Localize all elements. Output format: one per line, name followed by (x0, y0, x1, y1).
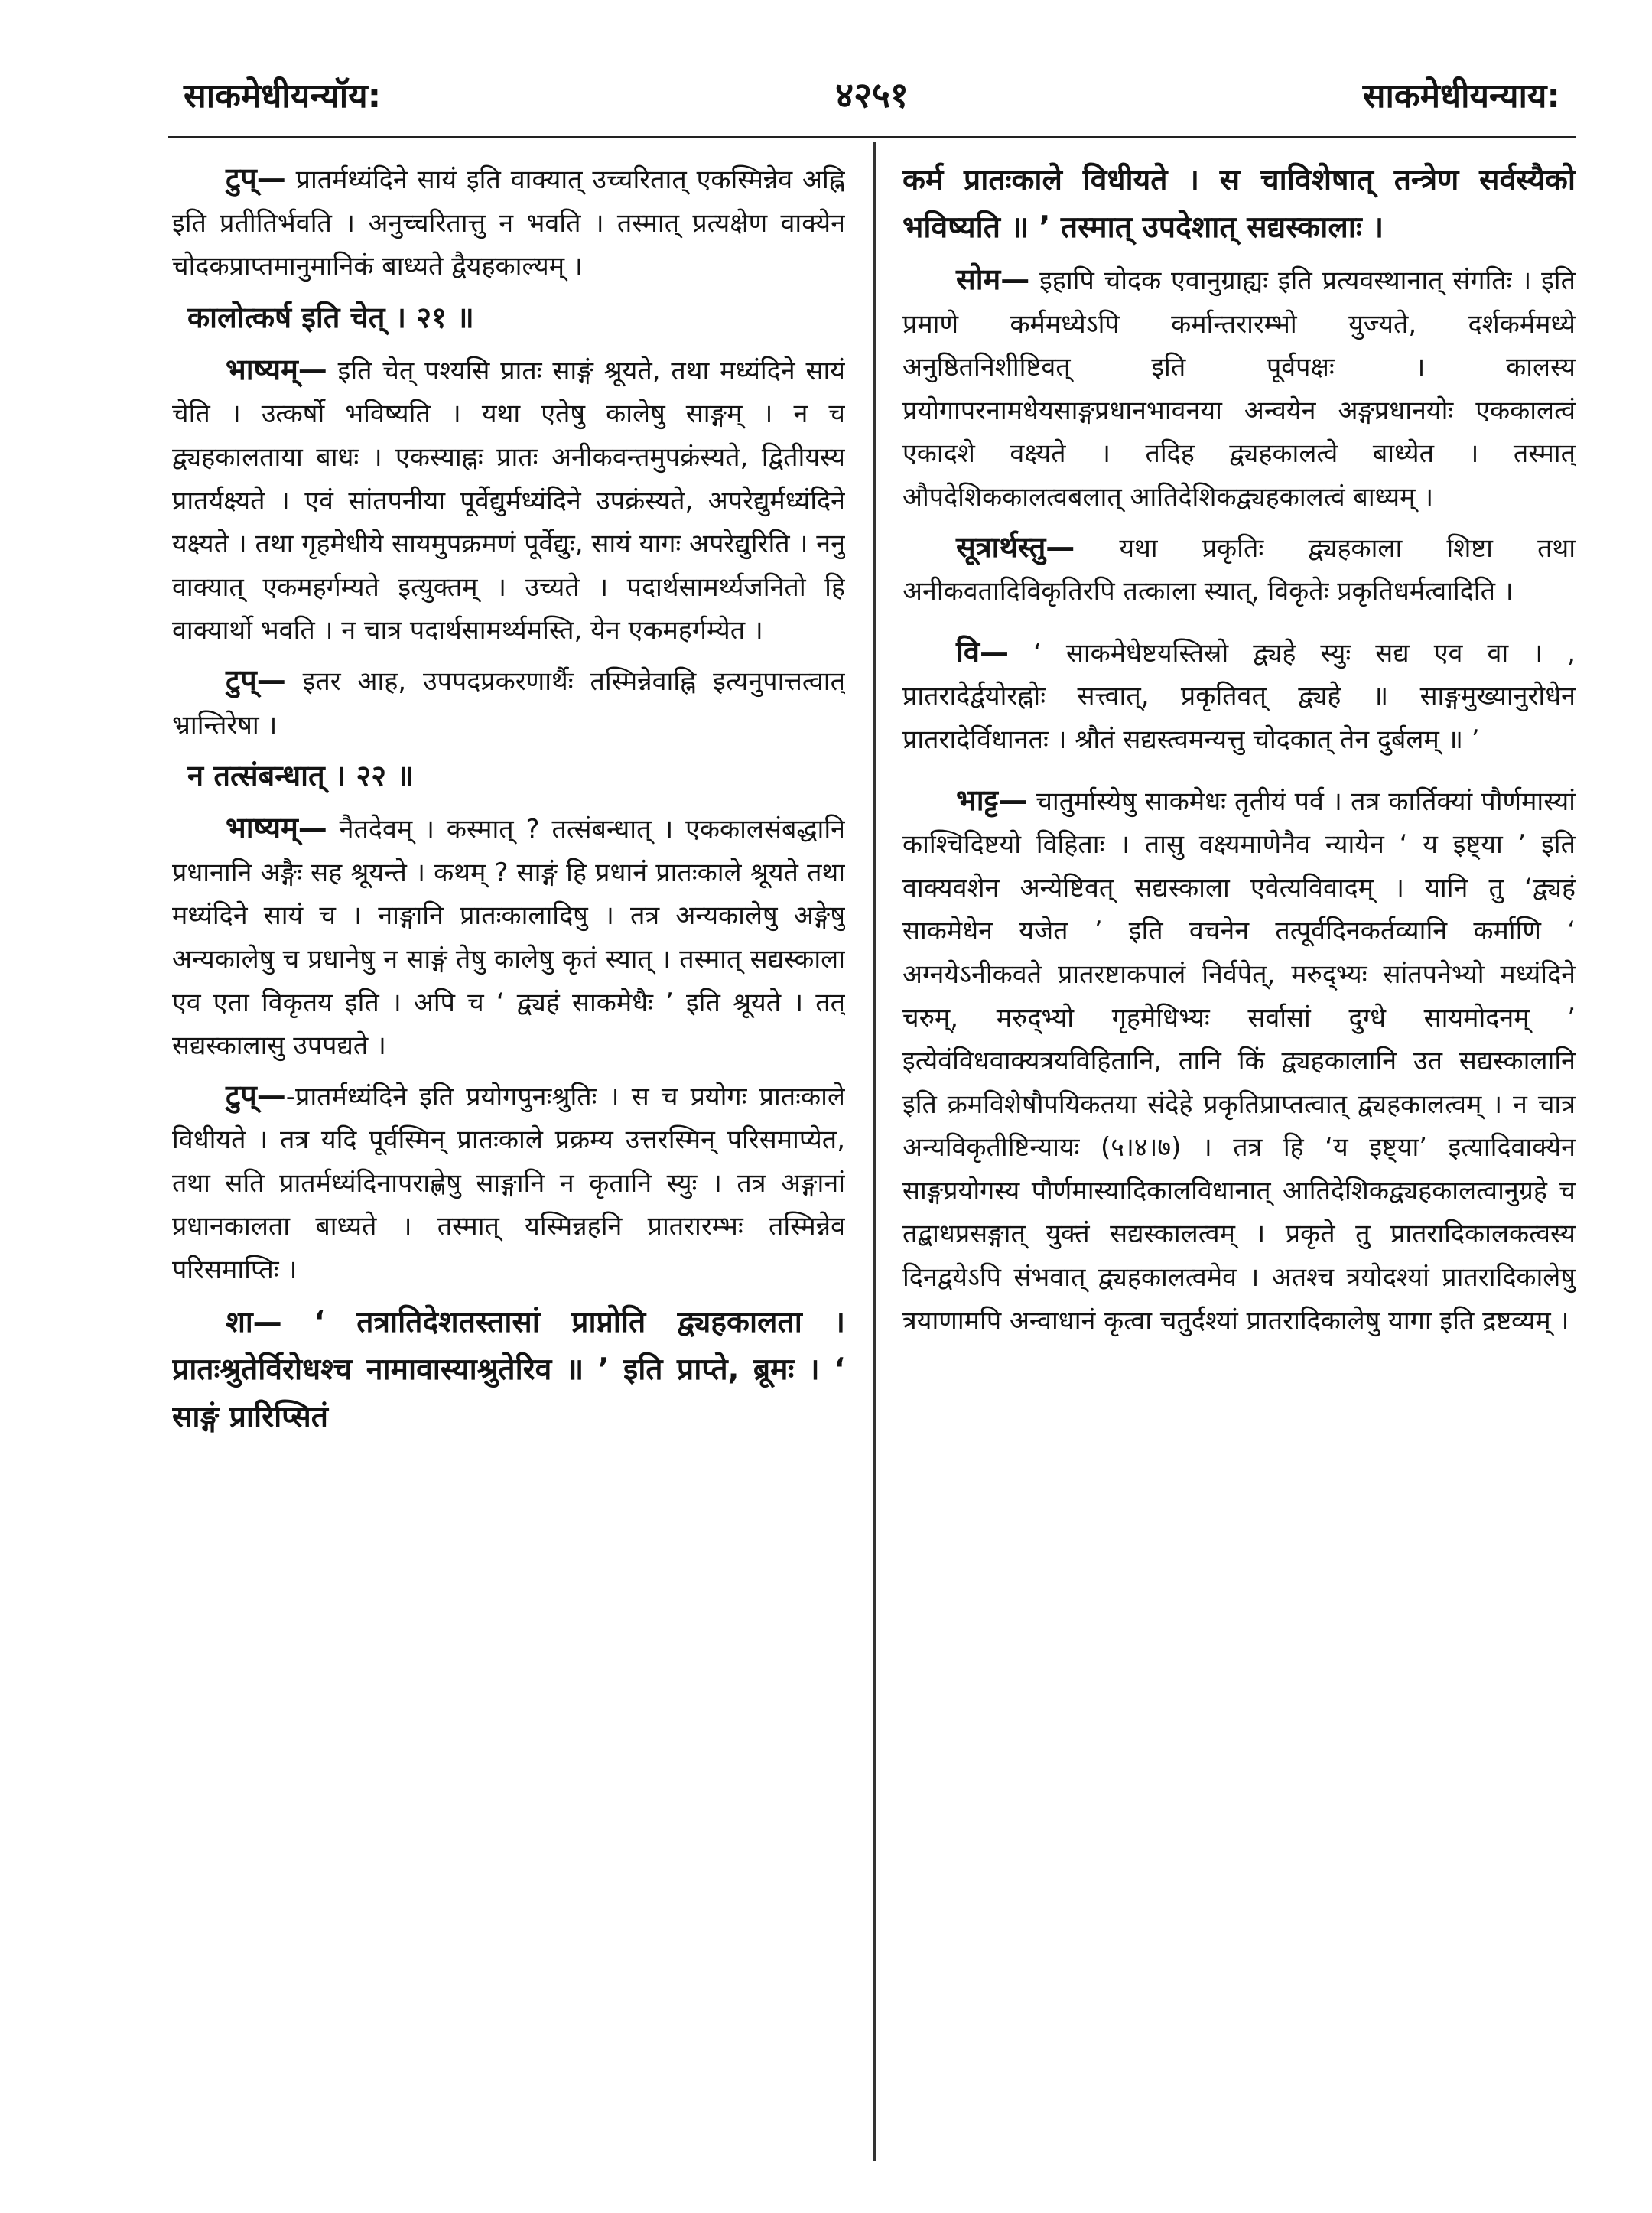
paragraph-label: भाट्ट— (956, 783, 1028, 817)
paragraph-label: टुप्— (226, 1078, 286, 1112)
paragraph-bhatta (902, 779, 1576, 1343)
paragraph-text: ‘ तत्रातिदेशतस्तासां प्राप्नोति द्व्यहकालता । प्रातःश्रुतेर्विरोधश्च नामावास्याश्रुतेरिव ॥ ’ इति प्राप्ते, ब्रूमः । ‘ साङ्गं प्रारिप्सितं (172, 1304, 845, 1434)
paragraph-text: इति चेत् पश्यसि प्रातः साङ्गं श्रूयते, तथा मध्यंदिने सायं चेति । उत्कर्षो भविष्यति । यथा एतेषु कालेषु साङ्गम् । न च द्व्यहकालताया बाधः । एकस्याह्नः प्रातः अनीकवन्तमुपक्रंस्यते, द्वितीयस्य प्रातर्यक्ष्यते । एवं सांतपनीया पूर्वेद्युर्मध्यंदिने उपक्रंस्यते, अपरेद्युर्मध्यंदिने यक्ष्यते । तथा गृहमेधीये सायमुपक्रमणं पूर्वेद्युः, सायं यागः अपरेद्युरिति । ननु वाक्यात् एकमहर्गम्यते इत्युक्तम् । उच्यते । पदार्थसामर्थ्यजनितो हि वाक्यार्थो भवति । न चात्र पदार्थसामर्थ्यमस्ति, येन एकमहर्गम्येत । (172, 355, 845, 646)
paragraph-label: सोम— (956, 262, 1030, 296)
paragraph-text: कर्म प्रातःकाले विधीयते । स चाविशेषात् तन्त्रेण सर्वस्यैको भविष्यति ॥ ’ तस्मात् उपदेशात् सद्यस्कालाः । (902, 163, 1576, 245)
paragraph-text: इहापि चोदक एवानुग्राह्यः इति प्रत्यवस्थानात् संगतिः । इति प्रमाणे कर्ममध्येऽपि कर्मान्तरारम्भो युज्यते, दर्शकर्ममध्ये अनुष्ठितनिशीष्टिवत् इति पूर्वपक्षः । कालस्य प्रयोगापरनामधेयसाङ्गप्रधानभावनया अन्वयेन अङ्गप्रधानयोः एककालत्वं एकादशे वक्ष्यते । तदिह द्व्यहकालत्वे बाध्येत । तस्मात् औपदेशिककालत्वबलात् आतिदेशिकद्व्यहकालत्वं बाध्यम् । (902, 265, 1576, 513)
paragraph-text: इतर आह, उपपदप्रकरणार्थैः तस्मिन्नेवाह्नि इत्यनुपात्तत्वात् भ्रान्तिरेषा । (172, 666, 845, 740)
paragraph-vi (902, 630, 1576, 762)
paragraph-label: सूत्रार्थस्तु— (956, 529, 1075, 564)
right-column (902, 157, 1576, 2146)
paragraph-label: शा— (226, 1304, 282, 1339)
paragraph-label: वि— (956, 634, 1009, 669)
paragraph-sutrartha (902, 526, 1576, 613)
paragraph-text: यथा प्रकृतिः द्व्यहकाला शिष्टा तथा अनीकवतादिविकृतिरपि तत्काला स्यात्, विकृतेः प्रकृतिधर्मत्वादिति । (902, 532, 1576, 607)
paragraph-tup-2 (172, 659, 845, 747)
left-column (172, 157, 845, 2146)
header-left: साकमेधीयन्यॉय: (184, 76, 382, 116)
paragraph-label: टुप्— (226, 662, 286, 697)
paragraph-label: भाष्यम्— (226, 352, 327, 386)
paragraph-label: भाष्यम्— (226, 811, 327, 845)
paragraph-shastradipika (172, 1298, 845, 1441)
paragraph-text: प्रातर्मध्यंदिने सायं इति वाक्यात् उच्चरितात् एकस्मिन्नेव अह्नि इति प्रतीतिर्भवति । अनुच्चरितात्तु न भवति । तस्मात् प्रत्यक्षेण वाक्येन चोदकप्राप्तमानुमानिकं बाध्यते द्वैयहकाल्यम् । (172, 164, 845, 282)
column-divider (873, 142, 876, 2161)
paragraph-text: नैतदेवम् । कस्मात् ? तत्संबन्धात् । एककालसंबद्धानि प्रधानानि अङ्गैः सह श्रूयन्ते । कथम् ? साङ्गं हि प्रधानं प्रातःकाले श्रूयते तथा मध्यंदिने सायं च । नाङ्गानि प्रातःकालादिषु । तत्र अन्यकालेषु अङ्गेषु अन्यकालेषु च प्रधानेषु न साङ्गं तेषु कालेषु कृतं स्यात् । तस्मात् सद्यस्काला एव एता विकृतय इति । अपि च ‘ द्व्यहं साकमेधैः ’ इति श्रूयते । तत् सद्यस्कालासु उपपद्यते । (172, 814, 845, 1062)
paragraph-bhashya-2 (172, 806, 845, 1068)
page-number: ४२५१ (835, 74, 909, 116)
sutra-21: कालोत्कर्ष इति चेत् । २१ ॥ (187, 300, 474, 334)
header-rule (168, 136, 1576, 138)
header-right: साकमेधीयन्याय: (1362, 76, 1560, 116)
paragraph-label: टुप्— (226, 161, 286, 195)
paragraph-bhashya-1 (172, 348, 845, 653)
paragraph-text: चातुर्मास्येषु साकमेधः तृतीयं पर्व । तत्र कार्तिक्यां पौर्णमास्यां काश्चिदिष्टयो विहिताः । तासु वक्ष्यमाणेनैव न्यायेन ‘ य इष्ट्या ’ इति वाक्यवशेन अन्येष्टिवत् सद्यस्काला एवेत्यविवादम् । यानि तु ‘द्व्यहं साकमेधेन यजेत ’ इति वचनेन तत्पूर्वदिनकर्तव्यानि कर्माणि ‘ अग्नयेऽनीकवते प्रातरष्टाकपालं निर्वपेत्, मरुद्भ्यः सांतपनेभ्यो मध्यंदिने चरुम्, मरुद्भ्यो गृहमेधिभ्यः सर्वासां दुग्धे सायमोदनम् ’ इत्येवंविधवाक्यत्रयविहितानि, तानि किं द्व्यहकालानि उत सद्यस्कालानि इति क्रमविशेषौपयिकतया संदेहे प्रकृतिप्राप्तत्वात् द्व्यहकालत्वम् । न चात्र अन्यविकृतीष्टिन्यायः (५।४।७) । तत्र हि ‘य इष्ट्या’ इत्यादिवाक्येन साङ्गप्रयोगस्य पौर्णमास्यादिकालविधानात् आतिदेशिकद्व्यहकालत्वानुग्रहे च तद्बाधप्रसङ्गात् युक्तं सद्यस्कालत्वम् । प्रकृते तु प्रातरादिकालकत्वस्य दिनद्वयेऽपि संभवात् द्व्यहकालत्वमेव । अतश्च त्रयोदश्यां प्रातरादिकालेषु त्रयाणामपि अन्वाधानं कृत्वा चतुर्दश्यां प्रातरादिकालेषु यागा इति द्रष्टव्यम् । (902, 786, 1576, 1336)
paragraph-tup-3 (172, 1074, 845, 1292)
paragraph-tup-1 (172, 157, 845, 288)
sutra-22: न तत्संबन्धात् । २२ ॥ (187, 759, 415, 793)
running-header (184, 60, 1560, 129)
paragraph-text: ‘ साकमेधेष्टयस्तिस्रो द्व्यहे स्युः सद्य एव वा । , प्रातरादेर्द्वयोरह्नोः सत्त्वात्, प्रकृतिवत् द्व्यहे ॥ साङ्गमुख्यानुरोधेन प्रातरादेर्विधानतः । श्रौतं सद्यस्त्वमन्यत्तु चोदकात् तेन दुर्बलम् ॥ ’ (902, 637, 1576, 755)
paragraph-text: -प्रातर्मध्यंदिने इति प्रयोगपुनःश्रुतिः । स च प्रयोगः प्रातःकाले विधीयते । तत्र यदि पूर्वस्मिन् प्रातःकाले प्रक्रम्य उत्तरस्मिन् परिसमाप्येत, तथा सति प्रातर्मध्यंदिनापराह्णेषु साङ्गानि न कृतानि स्युः । तत्र अङ्गानां प्रधानकालता बाध्यते । तस्मात् यस्मिन्नहनि प्रातरारम्भः तस्मिन्नेव परिसमाप्तिः । (172, 1081, 845, 1286)
paragraph-continuation (902, 157, 1576, 252)
paragraph-soma (902, 258, 1576, 519)
